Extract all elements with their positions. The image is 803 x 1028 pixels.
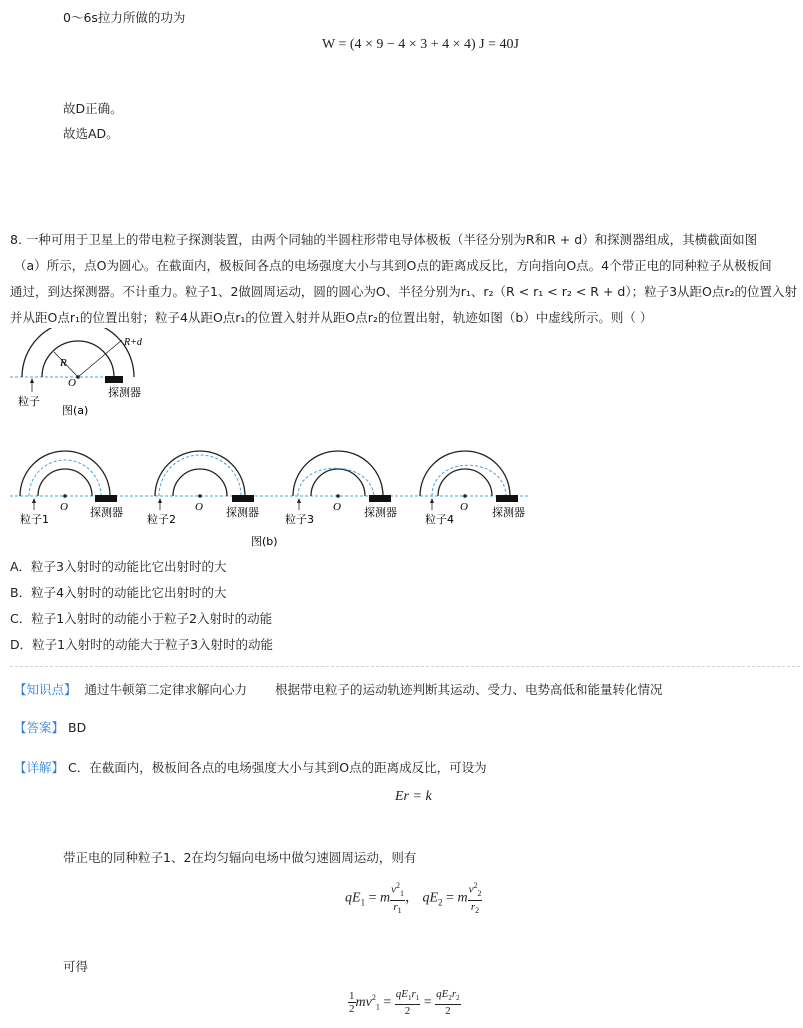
option-a: A．粒子3入射时的动能比它出射时的大 xyxy=(10,559,227,574)
center-point xyxy=(463,494,467,498)
detail-text: C．在截面内，极板间各点的电场强度大小与其到O点的距离成反比，可设为 xyxy=(68,760,487,775)
section-divider xyxy=(10,666,800,667)
work-formula: W = (4 × 9 − 4 × 3 + 4 × 4) J = 40J xyxy=(322,37,519,52)
label-detector: 探测器 xyxy=(108,386,141,399)
work-heading: 0～6s拉力所做的功为 xyxy=(63,10,186,25)
formula-kinetic-energy: $\frac{1}{2}$ $mv^2_1$ = $\frac{qE_1r_1}{2}$ = $\frac{qE_2r_2}{2}$ xyxy=(349,988,460,1018)
particle-arrowhead xyxy=(30,378,34,383)
label-particle-4: 粒子4 xyxy=(425,513,454,526)
trajectory-dashed xyxy=(29,460,101,496)
formula-centripetal: $qE_1 = m$ $\frac{v^2_1}{r_1}$ ， $qE_2 = m$ $\frac{v^2_2}{r_2}$ xyxy=(345,881,482,916)
label-detector: 探测器 xyxy=(226,506,259,519)
figure-a-caption: 图(a) xyxy=(62,404,89,417)
detector-block xyxy=(95,495,117,502)
inner-plate xyxy=(42,341,114,377)
label-detector: 探测器 xyxy=(492,506,525,519)
inner-plate xyxy=(173,469,227,496)
label-detector: 探测器 xyxy=(90,506,123,519)
inner-plate xyxy=(38,469,92,496)
particle-arrowhead xyxy=(32,498,36,503)
radius-rd-line xyxy=(78,340,122,377)
label-particle-3: 粒子3 xyxy=(285,513,314,526)
question-line-3: 通过，到达探测器。不计重力。粒子1、2做圆周运动，圆的圆心为O、半径分别为r₁、r₂（R < r₁ < r₂ < R + d）；粒子3从距O点r₂的位置入射 xyxy=(10,284,798,299)
panel-particle-2 xyxy=(147,451,259,526)
trajectory-dashed xyxy=(298,468,374,496)
particle-arrowhead xyxy=(430,498,434,503)
outer-plate xyxy=(293,451,383,496)
answer-row xyxy=(14,718,86,736)
detector-block xyxy=(496,495,518,502)
label-o: O xyxy=(195,501,203,513)
figure-a xyxy=(10,328,160,423)
center-point xyxy=(336,494,340,498)
inner-plate xyxy=(311,469,365,496)
center-point xyxy=(198,494,202,498)
detector-block xyxy=(369,495,391,502)
label-detector: 探测器 xyxy=(364,506,397,519)
answer-value: BD xyxy=(68,720,87,735)
label-o: O xyxy=(68,377,76,389)
knowledge-point-2: 根据带电粒子的运动轨迹判断其运动、受力、电势高低和能量转化情况 xyxy=(275,682,663,697)
detail-tag: 【详解】 xyxy=(14,760,65,775)
outer-plate xyxy=(155,451,245,496)
outer-plate xyxy=(20,451,110,496)
particle-arrowhead xyxy=(297,498,301,503)
detector-block xyxy=(232,495,254,502)
figure-b-caption: 图(b) xyxy=(251,535,278,548)
knowledge-tag: 【知识点】 xyxy=(14,682,77,697)
center-point xyxy=(76,375,80,379)
label-o: O xyxy=(60,501,68,513)
option-d: D．粒子1入射时的动能大于粒子3入射时的动能 xyxy=(10,637,274,652)
question-line-4: 并从距O点r₁的位置出射；粒子4从距O点r₁的位置入射并从距O点r₂的位置出射，轨迹如图（b）中虚线所示。则（ ） xyxy=(10,310,653,325)
outer-plate xyxy=(420,451,510,496)
label-o: O xyxy=(460,501,468,513)
option-c: C．粒子1入射时的动能小于粒子2入射时的动能 xyxy=(10,611,273,626)
figure-b xyxy=(10,440,535,550)
knowledge-point-1: 通过牛顿第二定律求解向心力 xyxy=(84,682,248,697)
knowledge-row xyxy=(14,680,663,698)
formula-er-k: Er = k xyxy=(395,789,432,804)
detail-text-3: 可得 xyxy=(63,959,89,974)
label-r: R xyxy=(60,357,67,369)
center-point xyxy=(63,494,67,498)
label-particle: 粒子 xyxy=(18,395,40,408)
choose-text: 故选AD。 xyxy=(63,126,119,141)
detector-block xyxy=(105,376,123,383)
label-particle-2: 粒子2 xyxy=(147,513,176,526)
label-o: O xyxy=(333,501,341,513)
particle-arrowhead xyxy=(158,498,162,503)
option-b: B．粒子4入射时的动能比它出射时的大 xyxy=(10,585,227,600)
question-line-2: （a）所示，点O为圆心。在截面内，极板间各点的电场强度大小与其到O点的距离成反比，方向指向O点。4个带正电的同种粒子从极板间 xyxy=(14,258,772,273)
panel-particle-3 xyxy=(285,451,397,526)
label-rd: R+d xyxy=(124,337,142,348)
panel-particle-1 xyxy=(20,451,123,526)
d-correct-text: 故D正确。 xyxy=(63,101,123,116)
label-particle-1: 粒子1 xyxy=(20,513,49,526)
panel-particle-4 xyxy=(420,451,525,526)
detail-row xyxy=(14,758,487,776)
detail-text-2: 带正电的同种粒子1、2在均匀辐向电场中做匀速圆周运动，则有 xyxy=(63,850,417,865)
outer-plate xyxy=(22,328,134,377)
answer-tag: 【答案】 xyxy=(14,720,65,735)
inner-plate xyxy=(438,469,492,496)
question-line-1: 8. 一种可用于卫星上的带电粒子探测装置，由两个同轴的半圆柱形带电导体极板（半径分别为R和R + d）和探测器组成，其横截面如图 xyxy=(10,232,758,247)
